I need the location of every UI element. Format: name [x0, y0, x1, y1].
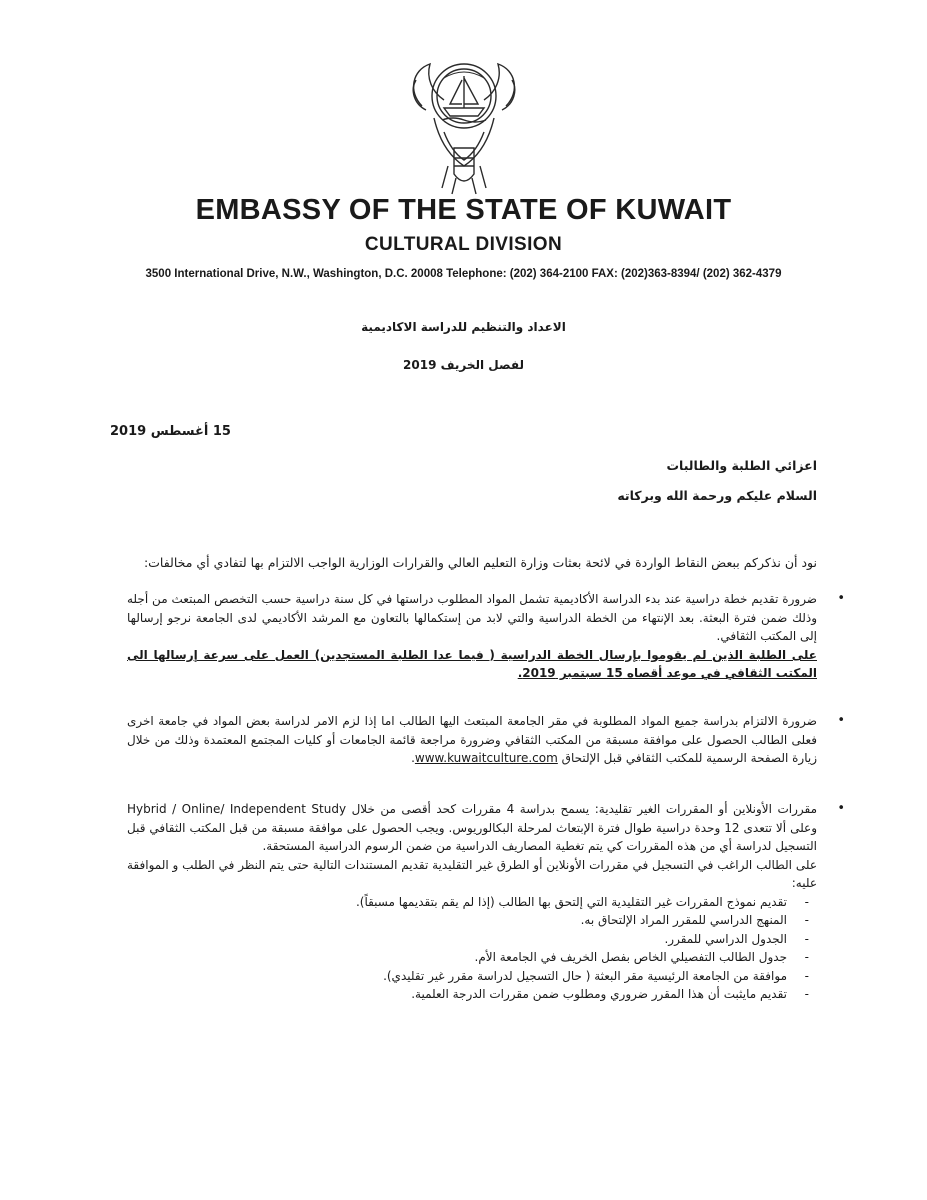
list-item: - موافقة من الجامعة الرئيسية مقر البعثة ( حال التسجيل لدراسة مقرر غير تقليدي). [383, 968, 809, 983]
cultural-division-subtitle: CULTURAL DIVISION [364, 234, 563, 255]
required-documents-list [127, 893, 817, 1003]
semester-heading: لفصل الخريف 2019 [403, 358, 524, 372]
list-item: - الجدول الدراسي للمقرر. [664, 931, 809, 946]
list-item: - المنهج الدراسي للمقرر المراد الإلتحاق به. [580, 913, 809, 928]
bullet-online-courses-requirements: على الطالب الراغب في التسجيل في مقررات الأونلاين أو الطرق غير التقليدية تقديم المستندات التالية حتى يتم النظر في الطلب و الموافقة عليه: [127, 857, 817, 891]
greeting: اعزائي الطلبة والطالبات [666, 458, 817, 473]
bullet-course-commitment-text: ضرورة الالتزام بدراسة جميع المواد المطلوبة في مقر الجامعة المبتعث اليها الطالب اما إذا لزم الامر لدراسة بعض المواد في جامعة اخرى فعلى الطالب الحصول على موافقة مسبقة من المكتب الثقافي وضرورة مراجعة قائمة الجامعات أو كليات المجتمع المعتمدة وذلك من خلال زيارة الصفحة الرسمية للمكتب الثقافي قبل الإلتحاق [127, 714, 817, 766]
kuwaitculture-link[interactable]: www.kuwaitculture.com [414, 751, 558, 766]
doc-heading: الاعداد والتنظيم للدراسة الاكاديمية [361, 320, 566, 334]
bullet-dot: • [837, 591, 845, 606]
bullet-online-courses [127, 800, 845, 1003]
intro-paragraph: نود أن نذكركم ببعض النقاط الواردة في لائحة بعثات وزارة التعليم العالي والقرارات الوزارية الواجب الالتزام بها لتفادي أي مخالفات: [143, 555, 817, 570]
kuwait-emblem [404, 48, 524, 198]
bullet-dot: • [837, 801, 845, 816]
embassy-title: EMBASSY OF THE STATE OF KUWAIT [195, 194, 732, 226]
list-item: - جدول الطالب التفصيلي الخاص بفصل الخريف في الجامعة الأم. [474, 950, 809, 965]
bullet-study-plan-text: ضرورة تقديم خطة دراسية عند بدء الدراسة الأكاديمية تشمل المواد المطلوب دراستها في كل سنة دراسية حسب التخصص المبتعث من أجله وذلك ضمن فترة البعثة. بعد الإنتهاء من الخطة الدراسية والتي لابد من إستكمالها بالتعاون مع المرشد الأكاديمي لدى الجامعة نرجو إرسالها إلى المكتب الثقافي. [127, 592, 817, 644]
bullet-dot: • [837, 713, 845, 728]
bullet-course-commitment: • ضرورة الالتزام بدراسة جميع المواد المطلوبة في مقر الجامعة المبتعث اليها الطالب اما إذا لزم الامر لدراسة بعض المواد في جامعة اخرى فعلى الطالب الحصول على موافقة مسبقة من المكتب الثقافي وضرورة مراجعة قائمة الجامعات أو كليات المجتمع المعتمدة وذلك من خلال زيارة الصفحة الرسمية للمكتب الثقافي قبل الإلتحاق www.kuwaitculture.com. [127, 713, 845, 766]
bullet-study-plan-deadline: على الطلبة الذين لم يقوموا بإرسال الخطة الدراسية ( فيما عدا الطلبة المستجدين) العمل على سرعة إرسالها الى المكتب الثقافي في موعد أقصاه 15 سبتمبر 2019. [127, 647, 817, 681]
list-item: - تقديم نموذج المقررات غير التقليدية التي إلتحق بها الطالب (إذا لم يقم بتقديمها مسبقاً). [355, 894, 809, 909]
salutation: السلام عليكم ورحمة الله وبركاته [617, 488, 817, 503]
list-item: - تقديم مايثبت أن هذا المقرر ضروري ومطلوب ضمن مقررات الدرجة العلمية. [411, 987, 809, 1001]
bullet-study-plan [127, 590, 845, 683]
letter-date: 15 أغسطس 2019 [110, 424, 231, 439]
embassy-address: 3500 International Drive, N.W., Washington, D.C. 20008 Telephone: (202) 364-2100 FAX: (202)363-8394/ (202) 362-4379 [145, 268, 782, 280]
bullet-online-courses-text: مقررات الأونلاين أو المقررات الغير تقليدية: يسمح بدراسة 4 مقررات كحد أقصى من خلال Hybrid / Online/ Independent Study وعلى ألا تتعدى 12 وحدة دراسية طوال فترة الإبتعاث لمرحلة البكالوريوس. ويجب الحصول على موافقة مسبقة من قبل المكتب الثقافي قبل التسجيل لدراسة أي من هذه المقررات كي يتم تغطية المصاريف الدراسية من ضمن الرسوم الدراسية المستحقة. [127, 802, 818, 854]
